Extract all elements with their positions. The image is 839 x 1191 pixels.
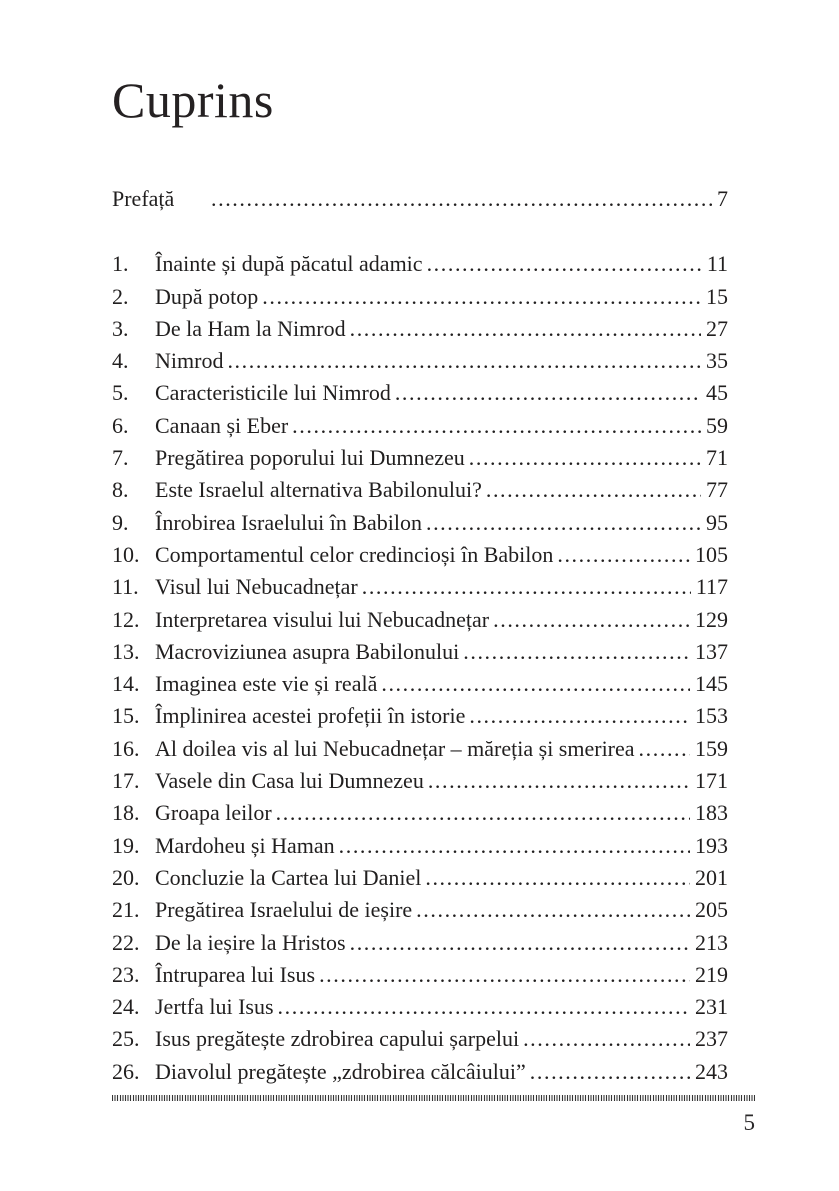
toc-entry-number: 9. — [112, 509, 129, 535]
dot-leader — [426, 507, 701, 539]
toc-entry-number: 16. — [112, 735, 140, 761]
toc-entry-page: 11 — [706, 251, 728, 277]
dot-leader — [227, 345, 701, 377]
toc-entry-title: Comportamentul celor credincioși în Babilon — [155, 541, 554, 567]
toc-entry-title: Visul lui Nebucadnețar — [155, 574, 358, 600]
dot-leader — [427, 248, 702, 280]
toc-entry-number: 24. — [112, 994, 140, 1020]
toc-entry-title: Vasele din Casa lui Dumnezeu — [155, 768, 424, 794]
toc-entry — [112, 894, 728, 926]
dot-leader — [319, 959, 690, 991]
dot-leader — [428, 765, 690, 797]
toc-entry-page: 231 — [695, 994, 728, 1020]
toc-entry-number: 25. — [112, 1026, 140, 1052]
toc-entry-title: Canaan și Eber — [155, 412, 289, 438]
toc-entry-title: Groapa leilor — [155, 800, 272, 826]
toc-entry-page: 71 — [706, 445, 728, 471]
toc-entry-page: 77 — [706, 477, 728, 503]
toc-entry-page: 117 — [695, 574, 728, 600]
toc-entry — [112, 927, 728, 959]
toc-entry — [112, 668, 728, 700]
toc-entry — [112, 733, 728, 765]
toc-entry-title: Înrobirea Israelului în Babilon — [155, 509, 422, 535]
toc-entry-number: 22. — [112, 929, 140, 955]
toc-entry-page: 35 — [706, 348, 728, 374]
toc-entry-page: 15 — [706, 283, 728, 309]
toc-entry-title: După potop — [155, 283, 259, 309]
toc-entry-number: 1. — [112, 251, 129, 277]
toc-entry-page: 95 — [706, 509, 728, 535]
toc-entry-number: 21. — [112, 897, 140, 923]
toc-entry — [112, 765, 728, 797]
dot-leader — [523, 1023, 690, 1055]
toc-entry — [112, 313, 728, 345]
toc-entry-number: 2. — [112, 283, 129, 309]
toc-entry — [112, 959, 728, 991]
toc-entry — [112, 248, 728, 280]
toc-entry — [112, 281, 728, 313]
dot-leader — [278, 991, 690, 1023]
toc-entry-page: 201 — [695, 864, 728, 890]
toc-entry-page: 105 — [695, 541, 728, 567]
toc-entry-page: 183 — [695, 800, 728, 826]
dot-leader — [350, 313, 701, 345]
toc-entry-page: 137 — [695, 638, 728, 664]
toc-entry-number: 15. — [112, 703, 140, 729]
toc-entry-number: 4. — [112, 348, 129, 374]
toc-entry-page: 59 — [706, 412, 728, 438]
toc-entry-title: Concluzie la Cartea lui Daniel — [155, 864, 422, 890]
toc-entry — [112, 604, 728, 636]
toc-entry-title: Diavolul pregătește „zdrobirea călcâiului” — [155, 1058, 526, 1084]
toc-entry-page: 145 — [695, 671, 728, 697]
toc-entry-title: De la Ham la Nimrod — [155, 315, 346, 341]
toc-entry-preface — [112, 183, 728, 215]
dot-leader — [381, 668, 690, 700]
dot-leader — [639, 733, 690, 765]
dot-leader — [463, 636, 690, 668]
toc-entry-page: 129 — [695, 606, 728, 632]
toc-entry-title: Înainte și după păcatul adamic — [155, 251, 423, 277]
toc-entry-page: 171 — [695, 768, 728, 794]
toc-entry-title: Mardoheu și Haman — [155, 832, 335, 858]
toc-entry-title: Este Israelul alternativa Babilonului? — [155, 477, 482, 503]
dot-leader — [292, 410, 701, 442]
toc-entry-number: 20. — [112, 864, 140, 890]
dot-leader — [469, 442, 701, 474]
toc-entry-number: 14. — [112, 671, 140, 697]
toc-entry-title: Jertfa lui Isus — [155, 994, 274, 1020]
toc-entry — [112, 410, 728, 442]
toc-entry-page: 27 — [706, 315, 728, 341]
toc-entry-page: 153 — [695, 703, 728, 729]
toc-entry — [112, 571, 728, 603]
dot-leader — [362, 571, 691, 603]
toc-entry-number: 8. — [112, 477, 129, 503]
preface-label: Prefață — [112, 186, 175, 211]
toc-entry-page: 237 — [695, 1026, 728, 1052]
preface-page-number: 7 — [717, 186, 728, 211]
toc-entry — [112, 507, 728, 539]
dot-leader — [339, 830, 690, 862]
toc-entry-number: 18. — [112, 800, 140, 826]
toc-entry — [112, 442, 728, 474]
dot-leader — [469, 700, 690, 732]
toc-entry — [112, 1056, 728, 1088]
toc-entry-page: 243 — [695, 1058, 728, 1084]
toc-entry-title: Nimrod — [155, 348, 224, 374]
toc-entry-title: Pregătirea Israelului de ieșire — [155, 897, 413, 923]
dot-leader — [416, 894, 690, 926]
toc-entry-number: 11. — [112, 574, 139, 600]
toc-entry — [112, 636, 728, 668]
toc-entry-number: 7. — [112, 445, 129, 471]
dot-leader — [530, 1056, 690, 1088]
toc-entry-number: 12. — [112, 606, 140, 632]
dot-leader — [395, 377, 701, 409]
toc-entry-number: 17. — [112, 768, 140, 794]
toc-entry — [112, 1023, 728, 1055]
dot-leader — [493, 604, 690, 636]
toc-entry — [112, 539, 728, 571]
toc-entry — [112, 345, 728, 377]
dot-leader — [486, 474, 701, 506]
toc-entry-page: 219 — [695, 961, 728, 987]
toc-entry-title: Imaginea este vie și reală — [155, 671, 378, 697]
dot-leader — [557, 539, 690, 571]
dot-leader — [350, 927, 690, 959]
toc-entry-title: Caracteristicile lui Nimrod — [155, 380, 391, 406]
chapter-list — [112, 248, 728, 1088]
toc-entry-number: 26. — [112, 1058, 140, 1084]
folio-page-number: 5 — [743, 1110, 755, 1136]
toc-entry — [112, 797, 728, 829]
toc-entry-title: Macroviziunea asupra Babilonului — [155, 638, 460, 664]
toc-entry-number: 19. — [112, 832, 140, 858]
dot-leader — [425, 862, 690, 894]
toc-entry-number: 13. — [112, 638, 140, 664]
dot-leader — [211, 183, 712, 215]
toc-entry-title: Pregătirea poporului lui Dumnezeu — [155, 445, 465, 471]
toc-entry-page: 205 — [695, 897, 728, 923]
toc-entry-title: De la ieșire la Hristos — [155, 929, 346, 955]
toc-entry — [112, 862, 728, 894]
toc-entry — [112, 830, 728, 862]
page-title: Cuprins — [112, 72, 274, 128]
toc-entry-title: Interpretarea visului lui Nebucadnețar — [155, 606, 490, 632]
toc-entry-number: 10. — [112, 541, 140, 567]
toc-entry — [112, 474, 728, 506]
toc-entry — [112, 377, 728, 409]
toc-entry-title: Isus pregătește zdrobirea capului șarpelui — [155, 1026, 520, 1052]
toc-entry-title: Întruparea lui Isus — [155, 961, 316, 987]
toc-entry-title: Al doilea vis al lui Nebucadnețar – măreția și smerirea — [155, 735, 635, 761]
toc-entry-number: 6. — [112, 412, 129, 438]
toc-entry-page: 193 — [695, 832, 728, 858]
toc-entry-number: 3. — [112, 315, 129, 341]
toc-entry — [112, 991, 728, 1023]
toc-entry-page: 159 — [695, 735, 728, 761]
toc-entry — [112, 700, 728, 732]
dot-leader — [262, 281, 701, 313]
dot-leader — [276, 797, 690, 829]
toc-entry-page: 45 — [706, 380, 728, 406]
toc-entry-number: 5. — [112, 380, 129, 406]
toc-entry-title: Împlinirea acestei profeții în istorie — [155, 703, 466, 729]
decorative-rule — [112, 1095, 755, 1101]
toc-entry-page: 213 — [695, 929, 728, 955]
toc-entry-number: 23. — [112, 961, 140, 987]
